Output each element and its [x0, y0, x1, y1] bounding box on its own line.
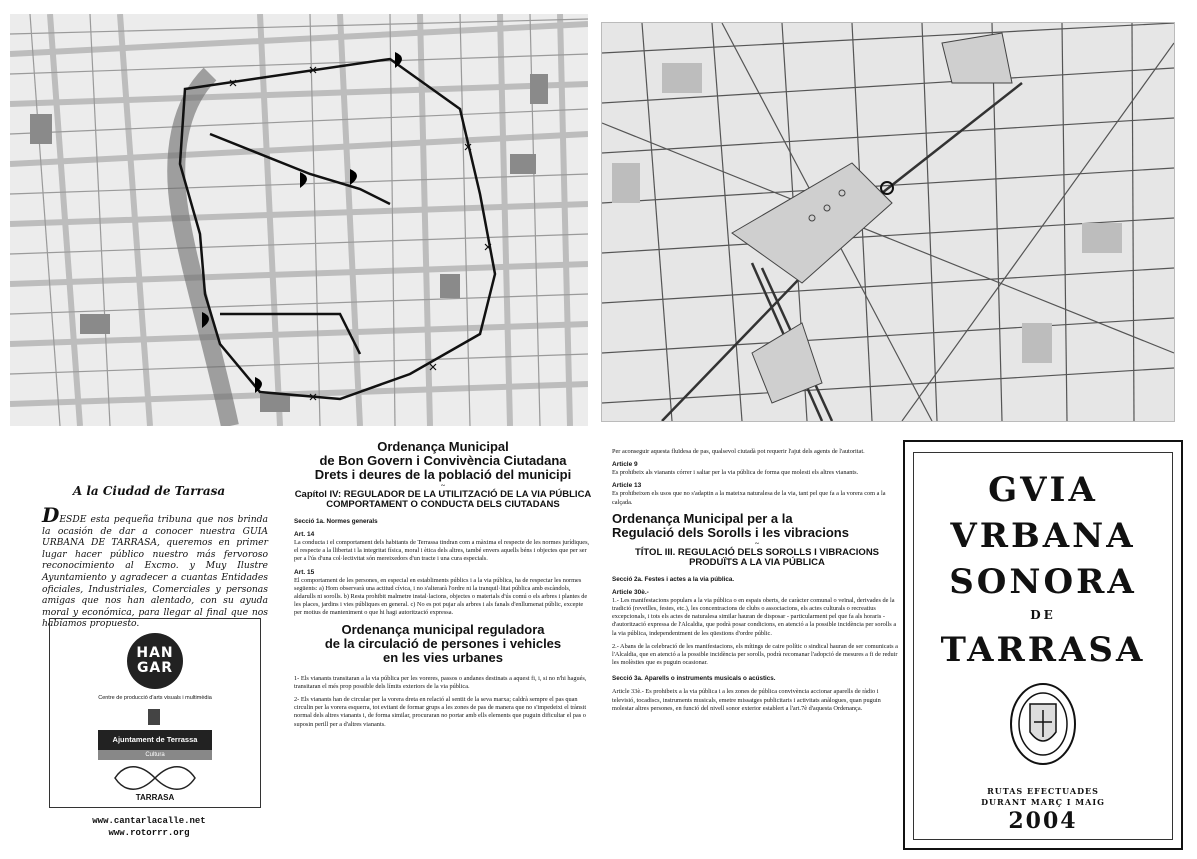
- cover-sub-1: RUTAS EFECTUADES: [987, 786, 1099, 796]
- ajuntament-crest-icon: [148, 709, 160, 725]
- cover-line-tarrasa: TARRASA: [940, 630, 1146, 670]
- welcome-body: ESDE esta pequeña tribuna que nos brinda la ocasión de dar a conocer nuestra GUIA URBANA DE TARRASA, queremos en primer lugar hacer público nuestro más fervoroso reconocimiento al Excmo. y Muy Ilustre Ayuntamiento y agradecer a cuantas Entidades oficiales, Industriales, Comerciales y personas amigas que nos han alentado, con su ayuda moral y económica, para llegar al final que nos habíamos propuesto.: [42, 514, 268, 630]
- hangar-logo: HAN GAR: [127, 633, 183, 689]
- cover-line-vrbana: VRBANA: [950, 516, 1136, 556]
- ord2-art30-p1: 1.- Les manifestacions populars a la via pública o en espais oberts, de caràcter comunal o veïnal, derivades de la tradició (revetlles, festes, etc.), les concentracions de clubs o associacions, els actes culturals o recreatius excepcionals, i tots els actes de naturalesa similar hauran de disposar - particularment pel que fa als horaris - d'autorització expressa de l'Alcaldia, que podrà posar condicions, en atenció a la possible incidència per sorolls a la via pública, independentment de les qüestions d'ordre públic.: [612, 596, 897, 637]
- ajuntament-label: Ajuntament de Terrassa: [98, 730, 212, 750]
- ord1-art14-title: Art. 14: [294, 531, 315, 538]
- ordinance-page-1: Ordenança Municipal de Bon Govern i Convivència Ciutadana Drets i deures de la població del municipi ~ Capítol IV: REGULADOR DE LA UTILITZACIÓ DE LA VIA PÚBLICA COMPORTAMENT O CONDUCTA DELS CIUTADANS Secció 1a. Normes generals Art. 14 La conducta i el comportament dels habitants de Terrassa tindran com a màxima el respecte de les normes jurídiques, el respecte a la llibertat i la integritat física, moral i ètica dels altres, també envers aquells béns i objectes que per ser per a l'ús d'una col·lectivitat són mereixedors d'un tracte i una cura especials. Art. 15 El comportament de les persones, en especial en establiments públics i a la via pública, ha de respectar les normes següents: a) Hom observarà una actitud cívica, i no s'alterarà l'ordre ni la tranquil·litat pública amb escàndols, aldarulls ni sorolls. b) Resta prohibit malmetre instal·lacions, objectes o materials d'ús comú o els arbres i plantes de les places, jardins i vies públiques en general. c) No es pot pujar als arbres i als fanals d'enllumenat públic, excepte per motius de manteniment o que hi hagi autorització expressa. Ordenança municipal reguladora de la circulació de persones i vehicles en les vies urbanes 1- Els vianants transitaran a la via pública per les voreres, passos o andanes destinats a aquest fi, i, si no n'hi hagués, transitaran el més prop possible dels límits exteriors de la via pública. 2- Els vianants han de circular per la vorera dreta en relació al sentit de la seva marxa; caldrà sempre el pas quan circulin per la vorera esquerra, tot evitant de formar grups a les zones de pas de manera que no s'impedeixi el trànsit normal dels altres vianants i, de forma similar, procuraran no portar amb ells elements que puguin dificultar el pas o suposin perill per a d'altres vianants.: [294, 440, 592, 728]
- tarrasa-label: TARRASA: [135, 793, 175, 802]
- ord2-chapter: TÍTOL III. REGULACIÓ DELS SOROLLS I VIBRACIONS PRODUÏTS A LA VIA PÚBLICA: [634, 546, 880, 568]
- cultura-label: Cultura: [98, 750, 212, 760]
- street-map-graphic: [602, 23, 1174, 421]
- ord2-title-1: Ordenança Municipal per a la: [612, 510, 793, 526]
- route-map-left: [10, 14, 588, 426]
- ord2-art30-p2: 2.- Abans de la celebració de les manifestacions, els mítings de caire polític o sindical hauran de ser comunicats a l'Alcaldia, que en atenció a la possible incidència per sorolls, podrà recomanar l'adopció de mesures a fi de reduir les molèsties que es puguin ocasionar.: [612, 642, 898, 667]
- welcome-text: [42, 503, 268, 630]
- ord2-art13-title: Article 13: [612, 482, 642, 490]
- ord1-paragraph-1: 1- Els vianants transitaran a la via pública per les voreres, passos o andanes destinats a aquest fi, i, si no n'hi hagués, transitaran el més prop possible dels límits exteriors de la via pública.: [294, 674, 587, 690]
- ord1-title-3: Drets i deures de la població del municipi: [314, 467, 572, 482]
- url-cantarlacalle: www.cantarlacalle.net: [92, 816, 206, 826]
- sponsor-logos-box: [49, 618, 261, 808]
- street-map-right: [601, 22, 1175, 422]
- welcome-page: [14, 436, 284, 846]
- ord2-intro: Per aconseguir aquesta fluïdesa de pas, qualsevol ciutadà pot requerir l'ajut dels agents de l'autoritat.: [612, 448, 865, 455]
- ordinance-page-2: Per aconseguir aquesta fluïdesa de pas, qualsevol ciutadà pot requerir l'ajut dels agents de l'autoritat. Article 9 Es prohibeix als vianants córrer i saltar per la via pública de forma que molesti els altres vianants. Article 13 Es prohibeixen els usos que no s'adaptin a la mateixa naturalesa de la via, tant pel que fa a la vorera com a la calçada. Ordenança Municipal per a la Regulació dels Sorolls i les vibracions ~ TÍTOL III. REGULACIÓ DELS SOROLLS I VIBRACIONS PRODUÏTS A LA VIA PÚBLICA Secció 2a. Festes i actes a la via pública. Article 30è.- 1.- Les manifestacions populars a la via pública o en espais oberts, de caràcter comunal o veïnal, derivades de la tradició (revetlles, festes, etc.), les concentracions de clubs o associacions, els actes culturals o recreatius excepcionals, i tots els actes de naturalesa similar hauran de disposar - particularment pel que fa als horaris - d'autorització expressa de l'Alcaldia, que podrà posar condicions, en atenció a la possible incidència per sorolls a la via pública, independentment de les qüestions d'ordre públic. 2.- Abans de la celebració de les manifestacions, els mítings de caire polític o sindical hauran de ser comunicats a l'Alcaldia, que en atenció a la possible incidència per sorolls, podrà recomanar l'adopció de mesures a fi de reduir les molèsties que es puguin ocasionar. Secció 3a. Aparells o instruments musicals o acústics. Article 33è.- Es prohibeix a la via pública i a les zones de pública convivència accionar aparells de ràdio i televisió, tocadiscs, instruments musicals, emetre missatges publicitaris i activitats anàlogues, quan puguin molestar altres persones, en funció del nivell sonor exterior establert a l'art.7è d'aquesta Ordenança.: [612, 448, 902, 848]
- ord1-title-5: de la circulació de persones i vehicles: [324, 635, 562, 651]
- ord1-art14-text: La conducta i el comportament dels habitants de Terrassa tindran com a màxima el respecte de les normes jurídiques, el respecte a la llibertat i la integritat física, moral i ètica dels altres, també envers aquells béns i objectes que per ser per a l'ús d'una col·lectivitat són mereixedors d'un tracte i una cura especials.: [294, 539, 590, 563]
- ord2-art13-text: Es prohibeixen els usos que no s'adaptin a la mateixa naturalesa de la via, tant pel que fa a la vorera com a la calçada.: [612, 490, 886, 506]
- ord1-title-1: Ordenança Municipal: [377, 440, 509, 454]
- ord1-title-6: en les vies urbanes: [383, 649, 503, 665]
- cover-year: 2004: [1008, 808, 1078, 834]
- cover-line-de: DE: [1030, 608, 1056, 622]
- ornament-icon: [110, 763, 200, 793]
- ord2-art9-text: Es prohibeix als vianants córrer i saltar per la via pública de forma que molesti els altres vianants.: [612, 469, 859, 477]
- ord1-paragraph-2: 2- Els vianants han de circular per la vorera dreta en relació al sentit de la seva marxa; caldrà sempre el pas quan circulin per la vorera esquerra, tot evitant de formar grups a les zones de pas de manera que no s'impedeixi el trànsit normal dels altres vianants i, de forma similar, procuraran no portar amb ells elements que puguin dificultar el pas o suposin perill per a d'altres vianants.: [294, 696, 587, 728]
- ord1-art15-title: Art. 15: [294, 568, 315, 576]
- crest-icon: [1008, 682, 1078, 767]
- cover-sub-2: DURANT MARÇ I MAIG: [981, 797, 1105, 807]
- cover-line-sonora: SONORA: [949, 562, 1137, 602]
- ord2-art30-title: Article 30è.-: [612, 588, 649, 596]
- ord1-section: Secció 1a. Normes generals: [294, 518, 378, 525]
- ord2-section-2: Secció 3a. Aparells o instruments musicals o acústics.: [612, 675, 776, 683]
- ord1-chapter: Capítol IV: REGULADOR DE LA UTILITZACIÓ DE LA VIA PÚBLICA COMPORTAMENT O CONDUCTA DELS CIUTADANS: [294, 489, 592, 510]
- url-rotorrr: www.rotorrr.org: [108, 828, 190, 838]
- guide-cover: [903, 440, 1183, 850]
- cover-line-gvia: GVIA: [988, 470, 1098, 510]
- ord2-section-1: Secció 2a. Festes i actes a la via pública.: [612, 575, 735, 583]
- route-map-graphic: [10, 14, 588, 426]
- ord2-art33-text: Article 33è.- Es prohibeix a la via pública i a les zones de pública convivència accionar aparells de ràdio i televisió, tocadiscs, instruments musicals, emetre missatges publicitaris i activitats anàlogues, quan puguin molestar altres persones, en funció del nivell sonor exterior establert a l'art.7è d'aquesta Ordenança.: [612, 688, 881, 712]
- welcome-dropcap: D: [42, 503, 60, 527]
- ord2-art9-title: Article 9: [612, 461, 638, 469]
- welcome-title: A la Ciudad de Tarrasa: [72, 484, 226, 498]
- ord1-title-2: de Bon Govern i Convivència Ciutadana: [319, 453, 567, 468]
- ord1-art15-text: El comportament de les persones, en especial en establiments públics i a la via pública, ha de respectar les normes següents: a) Hom observarà una actitud cívica, i no s'alterarà l'ordre ni la tranquil·litat pública amb escàndols, aldarulls ni sorolls. b) Resta prohibit malmetre instal·lacions, objectes o materials d'ús comú o els arbres i plantes de les places, jardins i vies públiques en general. c) No es pot pujar als arbres i als fanals d'enllumenat públic, excepte per motius de manteniment o que hi hagi autorització expressa.: [294, 576, 588, 617]
- ord2-title-2: Regulació dels Sorolls i les vibracions: [612, 524, 849, 540]
- ord1-title-4: Ordenança municipal reguladora: [341, 621, 545, 637]
- hangar-subtitle: Centre de producció d'arts visuals i multimèdia: [98, 695, 212, 701]
